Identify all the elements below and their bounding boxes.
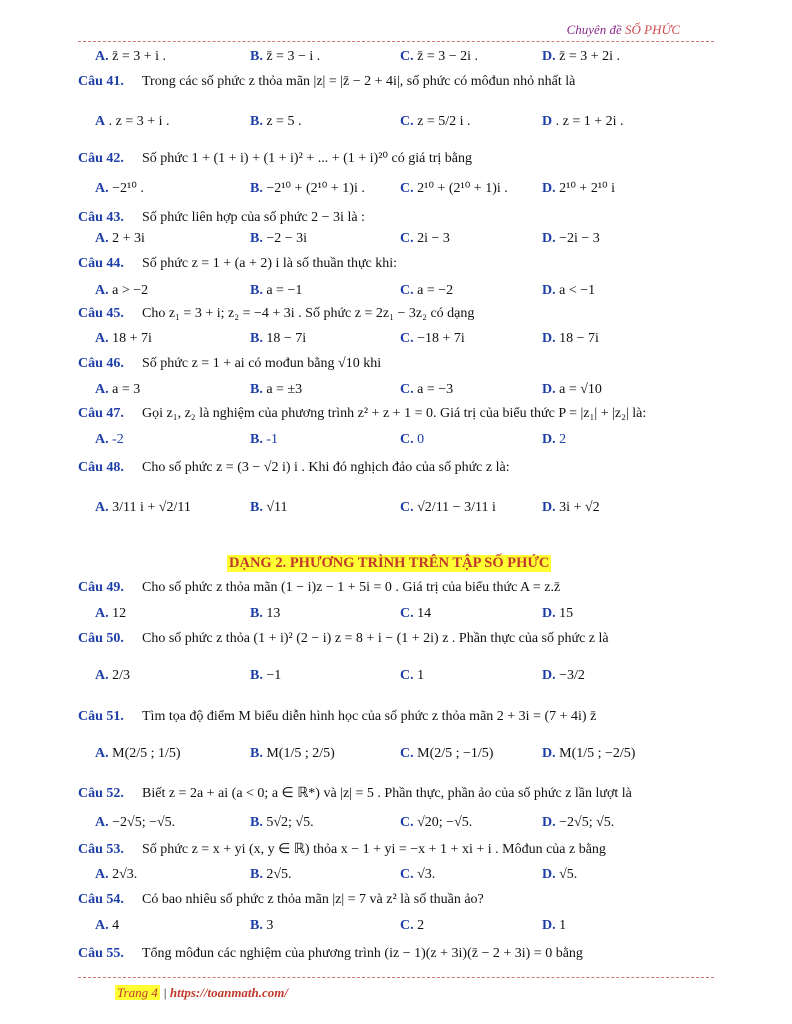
answer-option[interactable] xyxy=(400,606,431,622)
option-value: 2 + 3i xyxy=(112,231,145,246)
answer-option[interactable] xyxy=(542,231,600,247)
option-letter: C. xyxy=(400,331,414,346)
option-letter: D. xyxy=(542,432,556,447)
question-text: Cho số phức z thỏa mãn (1 − i)z − 1 + 5i = 0 . Giá trị của biểu thức A = z.z̄ xyxy=(142,580,561,595)
option-letter: B. xyxy=(250,500,263,515)
option-letter: C. xyxy=(400,114,414,129)
option-value: z̄ = 3 + i . xyxy=(112,49,167,64)
answer-option[interactable] xyxy=(250,432,278,448)
answer-option[interactable] xyxy=(542,606,573,622)
question-line xyxy=(78,946,718,962)
option-letter: D. xyxy=(542,867,556,882)
option-letter: A. xyxy=(95,606,109,621)
option-value: a = −2 xyxy=(417,283,454,298)
answer-option[interactable] xyxy=(95,231,145,247)
answer-option[interactable] xyxy=(95,815,175,831)
question-line xyxy=(78,709,718,725)
answer-option[interactable] xyxy=(250,231,307,247)
answer-option[interactable] xyxy=(250,283,302,299)
footer-rule xyxy=(78,977,714,978)
question-text: Số phức z = 1 + (a + 2) i là số thuần thực khi: xyxy=(142,256,398,271)
answer-option[interactable] xyxy=(95,180,144,197)
section-title: DẠNG 2. PHƯƠNG TRÌNH TRÊN TẬP SỐ PHỨC xyxy=(229,555,550,571)
answer-option[interactable] xyxy=(250,918,273,934)
answer-option[interactable] xyxy=(400,668,424,684)
option-value: 3/11 i + √2/11 xyxy=(112,500,191,515)
option-value: 2 xyxy=(559,432,567,447)
header-rule xyxy=(78,41,714,42)
question-line xyxy=(78,256,718,272)
answer-option[interactable] xyxy=(542,746,635,762)
option-letter: A. xyxy=(95,231,109,246)
option-value: 18 − 7i xyxy=(266,331,307,346)
option-value: a = 3 xyxy=(112,382,141,397)
question-text: Tổng môđun các nghiệm của phương trình (iz − 1)(z + 3i)(z̄ − 2 + 3i) = 0 bằng xyxy=(142,946,583,961)
question-text: Gọi z₁, z₂ là nghiệm của phương trình z² + z + 1 = 0. Giá trị của biểu thức P = |z₁| + |z₂| là: xyxy=(142,406,647,421)
option-value: −18 + 7i xyxy=(417,331,465,346)
question-line xyxy=(78,892,718,908)
answer-option[interactable] xyxy=(95,432,124,448)
option-value: 3 xyxy=(266,918,274,933)
option-value: √20; −√5. xyxy=(417,815,473,830)
option-value: −2√5; √5. xyxy=(559,815,615,830)
option-value: 18 + 7i xyxy=(112,331,152,346)
option-letter: A. xyxy=(95,49,109,64)
option-letter: B. xyxy=(250,815,263,830)
option-value: z = 5 . xyxy=(266,114,302,129)
answer-option[interactable] xyxy=(95,867,137,883)
answer-option[interactable] xyxy=(95,668,130,684)
option-value: 2¹⁰ + (2¹⁰ + 1)i . xyxy=(417,181,508,196)
question-number: Câu 41. xyxy=(78,74,124,89)
option-letter: D. xyxy=(542,231,556,246)
option-letter: C. xyxy=(400,815,414,830)
question-line xyxy=(78,356,718,372)
question-text: Cho số phức z = (3 − √2 i) i . Khi đó nghịch đảo của số phức z là: xyxy=(142,460,510,475)
option-letter: B. xyxy=(250,382,263,397)
option-letter: B. xyxy=(250,867,263,882)
answer-option[interactable] xyxy=(400,500,496,516)
option-letter: A. xyxy=(95,181,109,196)
option-letter: D. xyxy=(542,49,556,64)
answer-option[interactable] xyxy=(542,668,585,684)
answer-option[interactable] xyxy=(400,114,471,130)
option-letter: A. xyxy=(95,500,109,515)
answer-option[interactable] xyxy=(400,231,450,247)
answer-option[interactable] xyxy=(400,382,453,398)
answer-option[interactable] xyxy=(400,283,453,299)
question-number: Câu 52. xyxy=(78,786,124,801)
question-number: Câu 50. xyxy=(78,631,124,646)
answer-option[interactable] xyxy=(542,500,600,516)
option-value: 5√2; √5. xyxy=(266,815,314,830)
option-value: 0 xyxy=(417,432,425,447)
answer-option[interactable] xyxy=(400,49,478,65)
option-value: M(1/5 ; 2/5) xyxy=(266,746,335,761)
question-text: Cho z₁ = 3 + i; z₂ = −4 + 3i . Số phức z = 2z₁ − 3z₂ có dạng xyxy=(142,306,475,321)
answer-option[interactable] xyxy=(542,867,577,883)
question-line xyxy=(78,210,718,226)
question-number: Câu 44. xyxy=(78,256,124,271)
answer-option[interactable] xyxy=(542,432,566,448)
question-text: Số phức 1 + (1 + i) + (1 + i)² + ... + (1 + i)²⁰ có giá trị bằng xyxy=(142,151,472,166)
option-value: -2 xyxy=(112,432,124,447)
option-letter: C. xyxy=(400,181,414,196)
option-value: 1 xyxy=(417,668,425,683)
header-topic: SỐ PHỨC xyxy=(625,22,680,37)
option-letter: B. xyxy=(250,49,263,64)
question-text: Có bao nhiêu số phức z thỏa mãn |z| = 7 và z² là số thuần ảo? xyxy=(142,892,484,907)
question-line xyxy=(78,306,718,322)
question-number: Câu 46. xyxy=(78,356,124,371)
option-letter: B. xyxy=(250,918,263,933)
answer-option[interactable] xyxy=(95,283,148,299)
option-letter: C. xyxy=(400,432,414,447)
option-letter: C. xyxy=(400,283,414,298)
answer-option[interactable] xyxy=(542,180,615,197)
option-letter: C. xyxy=(400,382,414,397)
option-letter: D. xyxy=(542,606,556,621)
option-letter: A. xyxy=(95,283,109,298)
answer-option[interactable] xyxy=(95,606,126,622)
answer-option[interactable] xyxy=(250,867,292,883)
question-number: Câu 48. xyxy=(78,460,124,475)
question-number: Câu 49. xyxy=(78,580,124,595)
option-value: z̄ = 3 − i . xyxy=(266,49,321,64)
option-value: z̄ = 3 − 2i . xyxy=(417,49,479,64)
option-letter: D. xyxy=(542,382,556,397)
option-letter: D. xyxy=(542,331,556,346)
option-letter: D. xyxy=(542,815,556,830)
option-letter: C. xyxy=(400,606,414,621)
question-line xyxy=(78,74,718,90)
question-number: Câu 51. xyxy=(78,709,124,724)
question-line xyxy=(78,406,718,422)
answer-option[interactable] xyxy=(250,382,302,398)
option-value: −2 − 3i xyxy=(266,231,308,246)
answer-option[interactable] xyxy=(95,49,166,65)
option-value: 4 xyxy=(112,918,120,933)
answer-option[interactable] xyxy=(400,432,424,448)
option-value: a > −2 xyxy=(112,283,149,298)
option-letter: C. xyxy=(400,918,414,933)
option-value: a = −1 xyxy=(266,283,303,298)
answer-option[interactable] xyxy=(400,331,465,347)
option-value: 18 − 7i xyxy=(559,331,599,346)
option-letter: C. xyxy=(400,746,414,761)
answer-option[interactable] xyxy=(542,918,566,934)
option-value: 2√3. xyxy=(112,867,138,882)
question-number: Câu 47. xyxy=(78,406,124,421)
option-letter: A. xyxy=(95,746,109,761)
question-line xyxy=(78,150,718,167)
answer-option[interactable] xyxy=(250,500,288,516)
page-header xyxy=(567,22,680,38)
option-value: 3i + √2 xyxy=(559,500,600,515)
question-text: Số phức liên hợp của số phức 2 − 3i là : xyxy=(142,210,365,225)
question-text: Số phức z = 1 + ai có mođun bằng √10 khi xyxy=(142,356,382,371)
answer-option[interactable] xyxy=(250,114,301,130)
option-value: √11 xyxy=(266,500,288,515)
answer-option[interactable] xyxy=(542,49,620,65)
question-number: Câu 43. xyxy=(78,210,124,225)
option-letter: A. xyxy=(95,668,109,683)
option-letter: A xyxy=(95,114,106,129)
option-letter: A. xyxy=(95,815,109,830)
option-letter: C. xyxy=(400,867,414,882)
answer-option[interactable] xyxy=(250,606,280,622)
option-value: a = −3 xyxy=(417,382,454,397)
footer-separator: | xyxy=(163,985,167,1000)
option-value: −1 xyxy=(266,668,282,683)
option-value: −2¹⁰ . xyxy=(112,181,144,196)
option-letter: D. xyxy=(542,500,556,515)
answer-option[interactable] xyxy=(400,746,493,762)
option-value: a < −1 xyxy=(559,283,596,298)
option-letter: B. xyxy=(250,181,263,196)
answer-option[interactable] xyxy=(95,331,152,347)
option-value: z = 5/2 i . xyxy=(417,114,471,129)
answer-option[interactable] xyxy=(95,114,170,130)
question-line xyxy=(78,841,718,858)
question-line xyxy=(78,785,718,802)
option-letter: B. xyxy=(250,606,263,621)
option-letter: C. xyxy=(400,668,414,683)
option-letter: B. xyxy=(250,668,263,683)
option-letter: B. xyxy=(250,231,263,246)
option-value: 2¹⁰ + 2¹⁰ i xyxy=(559,181,616,196)
option-letter: B. xyxy=(250,114,263,129)
option-letter: D xyxy=(542,114,553,129)
option-letter: C. xyxy=(400,231,414,246)
option-value: M(2/5 ; 1/5) xyxy=(112,746,181,761)
option-letter: D. xyxy=(542,181,556,196)
option-value: √5. xyxy=(559,867,578,882)
option-value: . z = 1 + 2i . xyxy=(555,114,624,129)
option-letter: D. xyxy=(542,918,556,933)
answer-option[interactable] xyxy=(400,815,472,831)
option-value: M(1/5 ; −2/5) xyxy=(559,746,636,761)
option-value: 2i − 3 xyxy=(417,231,450,246)
question-text: Trong các số phức z thỏa mãn |z| = |z̄ − 2 + 4i|, số phức có môđun nhỏ nhất là xyxy=(142,74,576,89)
page-number: Trang 4 xyxy=(117,985,158,1000)
option-letter: B. xyxy=(250,283,263,298)
question-number: Câu 55. xyxy=(78,946,124,961)
option-letter: A. xyxy=(95,867,109,882)
option-value: −2¹⁰ + (2¹⁰ + 1)i . xyxy=(266,181,365,196)
answer-option[interactable] xyxy=(95,500,191,516)
option-value: 2√5. xyxy=(266,867,292,882)
question-line xyxy=(78,580,718,596)
answer-option[interactable] xyxy=(250,331,306,347)
option-value: 15 xyxy=(559,606,574,621)
answer-option[interactable] xyxy=(95,746,181,762)
option-value: √3. xyxy=(417,867,436,882)
option-value: 2/3 xyxy=(112,668,131,683)
option-value: 1 xyxy=(559,918,567,933)
answer-option[interactable] xyxy=(250,668,281,684)
question-text: Số phức z = x + yi (x, y ∈ ℝ) thỏa x − 1 + yi = −x + 1 + xi + i . Môđun của z bằng xyxy=(142,842,606,857)
option-letter: D. xyxy=(542,283,556,298)
option-letter: A. xyxy=(95,382,109,397)
answer-option[interactable] xyxy=(542,331,599,347)
option-letter: B. xyxy=(250,746,263,761)
option-value: 14 xyxy=(417,606,432,621)
answer-option[interactable] xyxy=(95,918,119,934)
option-value: 2 xyxy=(417,918,425,933)
question-text: Tìm tọa độ điểm M biểu diễn hình học của số phức z thỏa mãn 2 + 3i = (7 + 4i) z̄ xyxy=(142,709,597,724)
option-letter: A. xyxy=(95,432,109,447)
answer-option[interactable] xyxy=(400,918,424,934)
option-value: −2i − 3 xyxy=(559,231,600,246)
answer-option[interactable] xyxy=(250,180,365,197)
option-value: a = ±3 xyxy=(266,382,303,397)
option-letter: C. xyxy=(400,500,414,515)
question-text: Biết z = 2a + ai (a < 0; a ∈ ℝ*) và |z| = 5 . Phần thực, phần ảo của số phức z lần lượt là xyxy=(142,786,632,801)
option-value: √2/11 − 3/11 i xyxy=(417,500,496,515)
option-value: -1 xyxy=(266,432,279,447)
answer-option[interactable] xyxy=(542,382,602,398)
option-value: −3/2 xyxy=(559,668,585,683)
option-letter: D. xyxy=(542,668,556,683)
option-value: a = √10 xyxy=(559,382,602,397)
answer-option[interactable] xyxy=(250,49,320,65)
header-prefix: Chuyên đề xyxy=(566,22,622,37)
option-letter: A. xyxy=(95,918,109,933)
option-letter: B. xyxy=(250,331,263,346)
answer-option[interactable] xyxy=(250,815,314,831)
option-value: M(2/5 ; −1/5) xyxy=(417,746,494,761)
option-value: −2√5; −√5. xyxy=(112,815,176,830)
page-footer xyxy=(115,985,288,1001)
option-value: 12 xyxy=(112,606,127,621)
answer-option[interactable] xyxy=(542,114,624,130)
option-letter: B. xyxy=(250,432,263,447)
answer-option[interactable] xyxy=(250,746,335,762)
question-line xyxy=(78,460,718,476)
option-value: . z = 3 + i . xyxy=(108,114,170,129)
question-number: Câu 45. xyxy=(78,306,124,321)
question-number: Câu 42. xyxy=(78,151,124,166)
answer-option[interactable] xyxy=(400,867,435,883)
option-letter: C. xyxy=(400,49,414,64)
question-number: Câu 53. xyxy=(78,842,124,857)
question-line xyxy=(78,631,718,647)
option-value: z̄ = 3 + 2i . xyxy=(559,49,621,64)
option-letter: A. xyxy=(95,331,109,346)
footer-link[interactable]: https://toanmath.com/ xyxy=(169,985,289,1000)
question-text: Cho số phức z thỏa (1 + i)² (2 − i) z = 8 + i − (1 + 2i) z . Phần thực của số phức z là xyxy=(142,631,609,646)
answer-option[interactable] xyxy=(400,180,508,197)
option-value: 13 xyxy=(266,606,281,621)
answer-option[interactable] xyxy=(542,815,614,831)
option-letter: D. xyxy=(542,746,556,761)
answer-option[interactable] xyxy=(95,382,140,398)
question-number: Câu 54. xyxy=(78,892,124,907)
answer-option[interactable] xyxy=(542,283,595,299)
